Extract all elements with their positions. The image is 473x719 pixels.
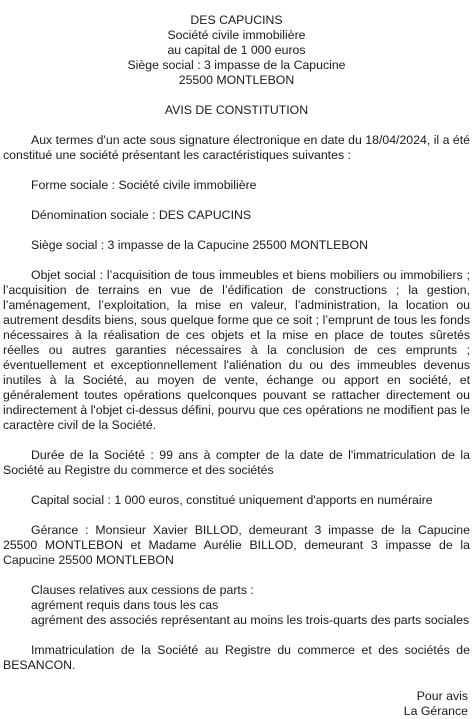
notice-title: AVIS DE CONSTITUTION	[164, 103, 309, 117]
company-seat: Siège social : 3 impasse de la Capucine	[127, 58, 346, 72]
share-capital-paragraph: Capital social : 1 000 euros, constitué uniquement d'apports en numéraire	[31, 493, 433, 507]
company-city: 25500 MONTLEBON	[178, 73, 295, 87]
signature-block	[3, 689, 470, 719]
company-capital: au capital de 1 000 euros	[167, 43, 306, 57]
clauses-heading: Clauses relatives aux cessions de parts :	[31, 583, 254, 597]
company-form: Société civile immobilière	[167, 28, 306, 42]
company-name-paragraph: Dénomination sociale : DES CAPUCINS	[31, 208, 252, 222]
registered-office-paragraph: Siège social : 3 impasse de la Capucine 25500 MONTLEBON	[31, 238, 368, 252]
signature-line-1: Pour avis	[416, 689, 468, 703]
company-name: DES CAPUCINS	[190, 13, 283, 27]
duration-paragraph: Durée de la Société : 99 ans à compter de la date de l'immatriculation de la Société au Registre du commerce et des sociétés	[3, 448, 470, 477]
signature-line-2: La Gérance	[403, 704, 468, 718]
registration-paragraph: Immatriculation de la Société au Registre du commerce et des sociétés de BESANCON.	[3, 643, 470, 672]
management-paragraph: Gérance : Monsieur Xavier BILLOD, demeurant 3 impasse de la Capucine 25500 MONTLEBON et Madame Aurélie BILLOD, demeurant 3 impasse de la Capucine 25500 MONTLEBON	[3, 523, 470, 567]
intro-paragraph: Aux termes d'un acte sous signature électronique en date du 18/04/2024, il a été constitué une société présentant les caractéristiques suivantes :	[3, 133, 470, 162]
share-transfer-clauses	[3, 583, 470, 628]
object-paragraph: Objet social : l’acquisition de tous immeubles et biens mobiliers ou immobiliers ; l’acquisition de terrains en vue de l’édification de constructions ; la gestion, l’aménagement, l’exploitation, la mise en valeur, l’administration, la location ou autrement desdits biens, sous quelque forme que ce soit ; l’emprunt de tous les fonds nécessaires à la réalisation de ces objets et la mise en place de toutes sûretés réelles ou autres garanties nécessaires à la conclusion de ces emprunts ; éventuellement et exceptionnellement l'aliénation du ou des immeubles devenus inutiles à la Société, au moyen de vente, échange ou apport en société, et généralement toutes opérations quelconques pouvant se rattacher directement ou indirectement à l'objet ci-dessus défini, pourvu que ces opérations ne modifient pas le caractère civil de la Société.	[3, 268, 470, 432]
legal-form-paragraph: Forme sociale : Société civile immobilière	[31, 178, 257, 192]
clauses-line-2: agrément des associés représentant au moins les trois-quarts des parts sociales	[31, 613, 470, 627]
clauses-line-1: agrément requis dans tous les cas	[31, 598, 219, 612]
company-header	[3, 13, 470, 88]
